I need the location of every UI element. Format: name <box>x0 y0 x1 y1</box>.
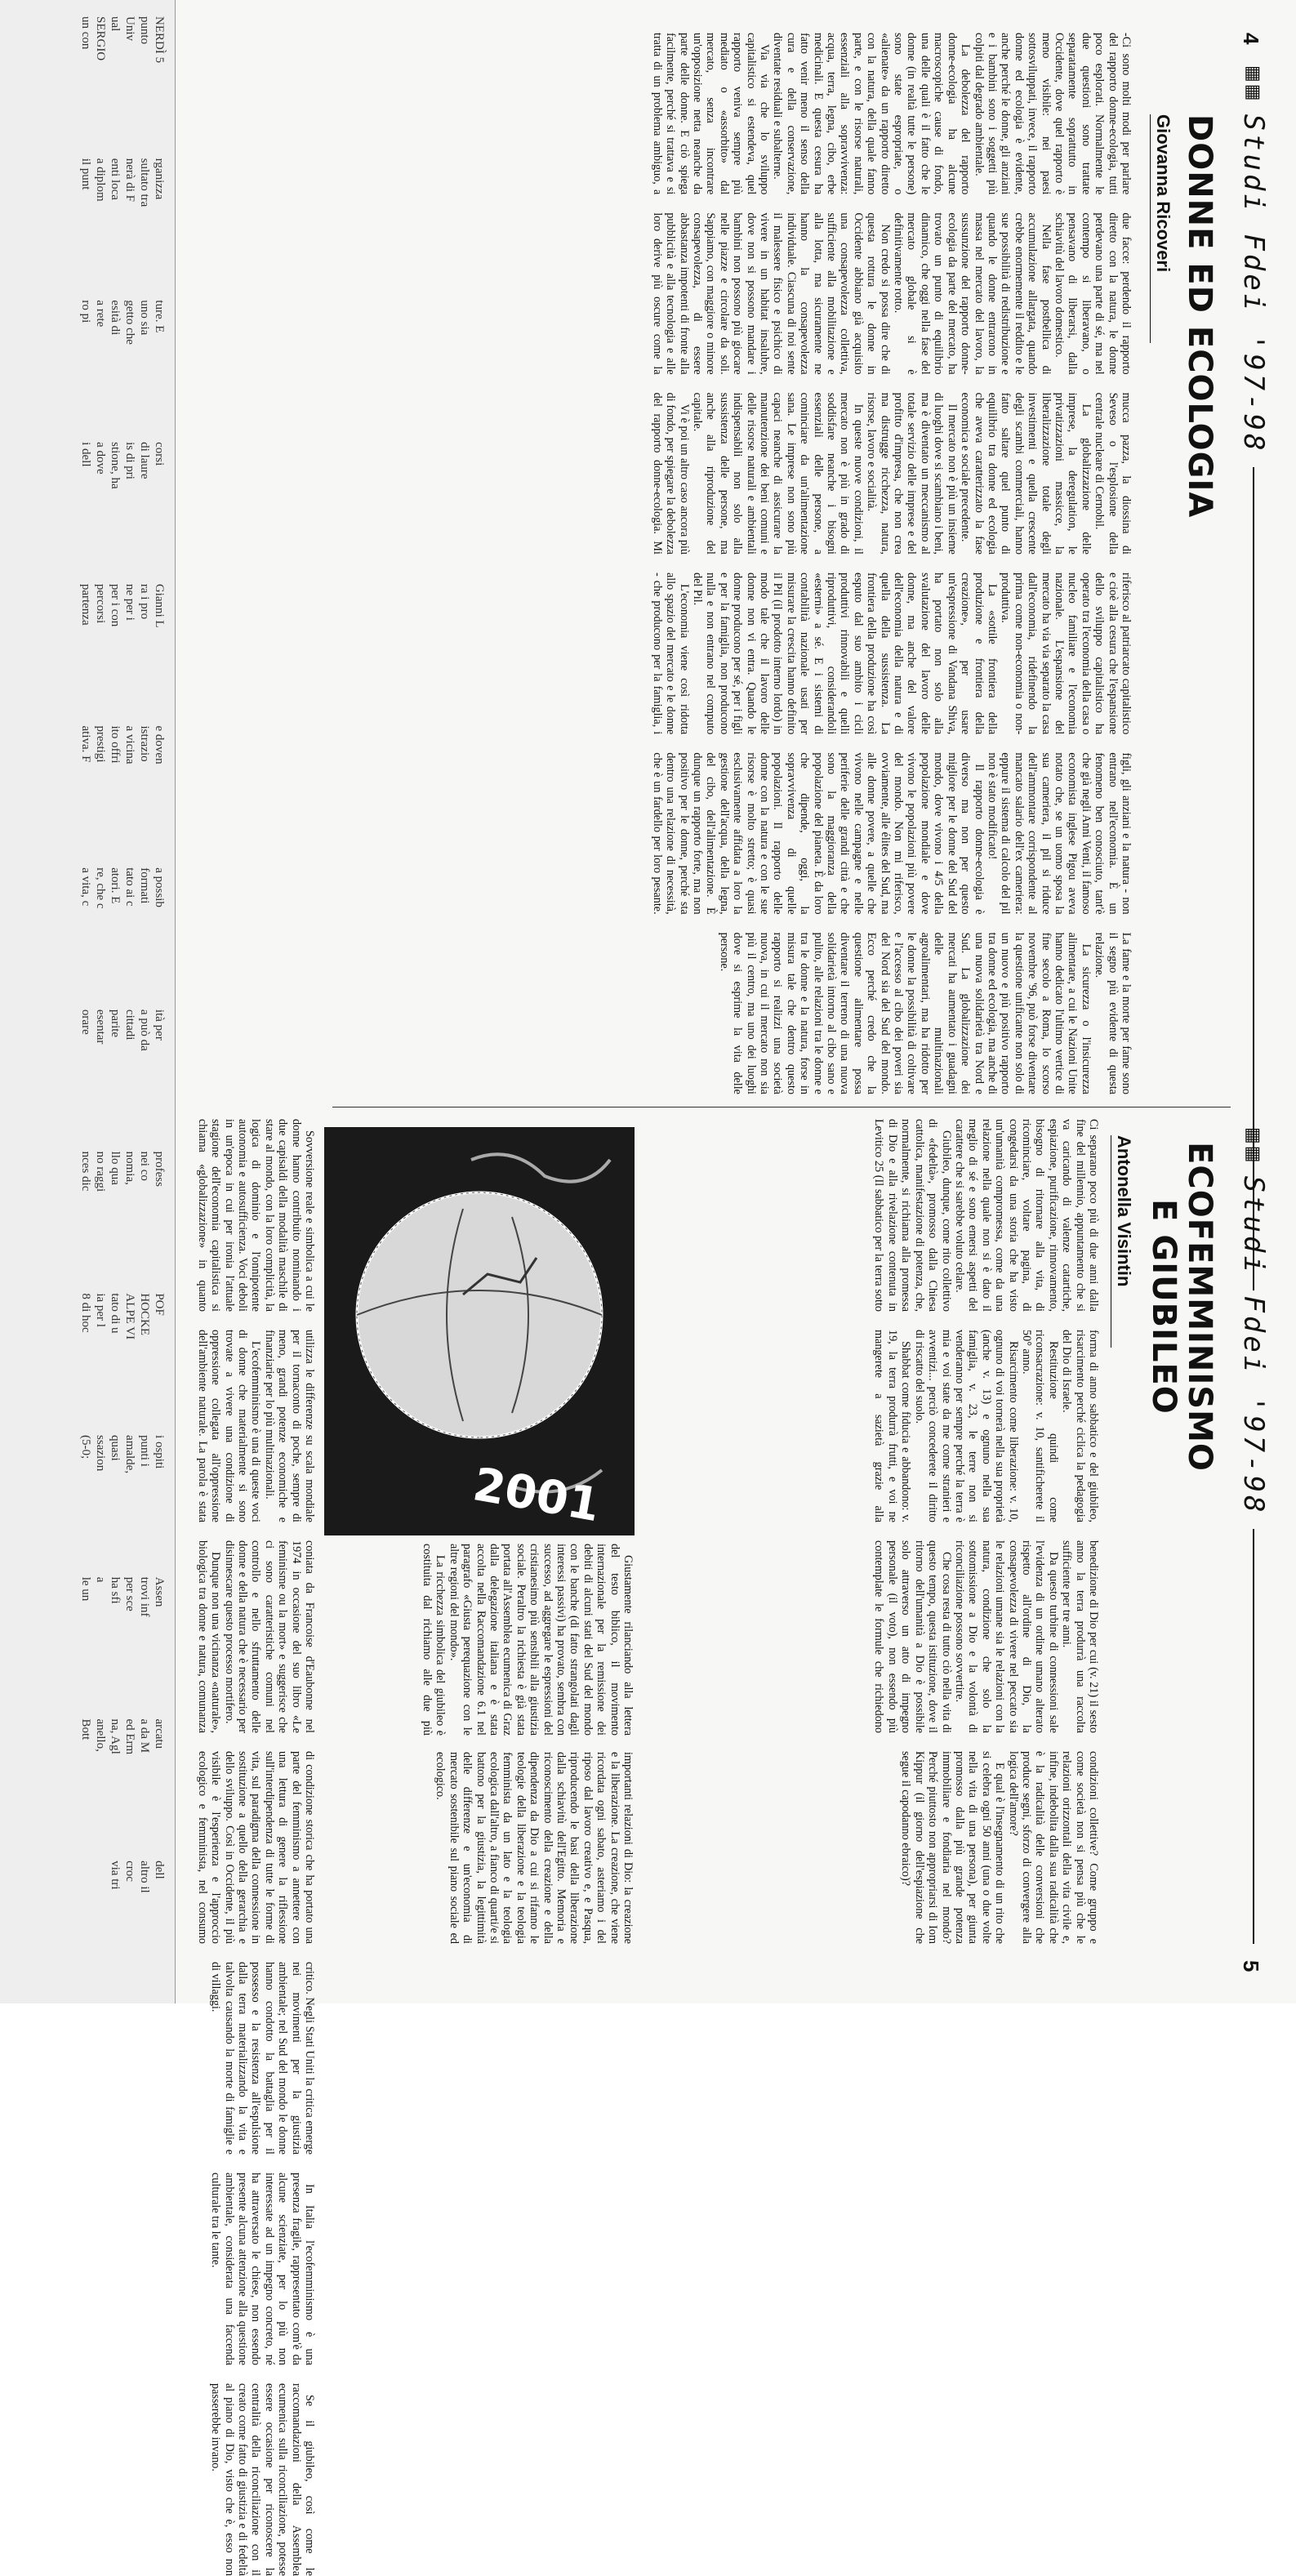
adjacent-page-fragment: croc <box>123 1861 136 1882</box>
adjacent-page-fragment: atori. E <box>109 867 122 904</box>
adjacent-page-fragment: (5-0; <box>79 1435 92 1460</box>
adjacent-page-fragment: partenza <box>79 583 92 626</box>
journal-logo-icon-right: ▦▦ <box>1243 1127 1264 1165</box>
adjacent-page-fragment: getto che <box>123 300 136 345</box>
adjacent-page-fragment: ALPE VI <box>123 1293 136 1340</box>
adjacent-page-fragment: Gianni L <box>153 583 166 628</box>
adjacent-page-fragment: le un <box>79 1576 92 1602</box>
article2-title-line2: E GIUBILEO <box>1145 1199 1182 1415</box>
adjacent-page-fragment: nei co <box>138 1151 151 1181</box>
adjacent-page-fragment: profess <box>153 1151 166 1187</box>
adjacent-page-fragment: un con <box>79 16 92 50</box>
paragraph: Giustamente rilanciando alla lettera del testo biblico, il movimento internazionale per la remissione dei debiti di alcuni stati del Sud del mondo con le banche (di fatto strangolati dagli interessi passivi) ha provato, sembra con successo, ad aggregare le espressioni del cristianesimo più sensibili alla giustizia sociale. Peraltro la richiesta è già stata portata all'Assemblea ecumenica di Graz dalla delegazione italiana e è stata accolta nella Raccomandazione 6.1 nel paragrafo «Giusta perequazione con le altre regioni del mondo». <box>447 1544 635 1736</box>
adjacent-page-fragment: ra i pro <box>138 583 151 620</box>
adjacent-page-fragment: a può da <box>138 1009 151 1051</box>
paragraph: Il rapporto donne-ecologia è diverso ma non per questo migliore per le donne del Sud del mondo, dove vivono i 4/5 della popolazione mondiale e dove vivono le popolazioni più povere del mondo. Non mi riferisco, ovviamente, alle élites del Sud, ma alle donne povere, a quelle che vivono nelle campagne e nelle periferie delle grandi città e che sono la maggioranza della popolazione del pianeta. È da loro che dipende, oggi, la sopravvivenza di quelle popolazioni. Il rapporto delle donne con la natura e con le sue risorse è molto stretto; è quasi esclusivamente affidata a loro la gestione dell'acqua, della legna, del cibo, dell'alimentazione. È dunque un rapporto forte, ma non positivo per le donne, perché sta dentro una relazione di necessità, che è un fardello per loro pesante. La fame e la morte per fame sono il segno più evidente di questa relazione. <box>650 752 1133 1094</box>
adjacent-page-fragments <box>78 16 167 1993</box>
adjacent-page-fragment: trovi inf <box>138 1576 151 1617</box>
adjacent-page-fragment: per sce <box>123 1576 136 1611</box>
adjacent-page-fragment: parite <box>109 1009 122 1038</box>
paragraph: -Ci sono molti modi per parlare del rapporto donne-ecologia, tutti poco esplorati. Normalmente le due questioni sono trattate separatamente soprattutto in Occidente, dove quel rapporto è meno visibile: nei paesi sottosviluppati, invece, il rapporto donne ed ecologia è evidente, anche perché le donne, gli anziani e i bambini sono i soggetti più colpiti dal degrado ambientale. <box>972 33 1133 195</box>
adjacent-page-fragment: Assen <box>153 1576 166 1607</box>
adjacent-page-fragment: istrazio <box>138 725 151 762</box>
paragraph: Non credo si possa dire che di questa rottura le donne in Occidente abbiano già acquisito una consapevolezza collettiva, sufficiente alla mobilitazione e alla lotta, ma sicuramente ne hanno la consapevolezza individuale. Ciascuna di noi sente il malessere fisico e psichico di vivere in un habitat insalubre, dove non si possono mandare i bambini non possono più giocare nelle piazze e circolare da soli. Sappiamo, con maggiore o minore consapevolezza, di essere abbastanza impotenti di fronte alla pubblicità e alla tecnologia e alle loro derive più oscure come la mucca pazza, la diossina di Seveso o l'esplosione della centrale nucleare di Cernobil. <box>650 212 1133 555</box>
adjacent-page-fragment: no raggi <box>94 1151 107 1192</box>
paragraph: L'economia viene così ridotta allo spazio del mercato e le donne - che producono per la famiglia, i figli, gli anziani e la natura - non entrano nell'economia. È un fenomeno ben conosciuto, tant'è che già negli Anni Venti, il famoso economista inglese Pigou aveva notato che, se un uomo sposa la sua cameriera, il pil si riduce dell'ammontare corrispondente al mancato salario dell'ex cameriera: eppure il sistema di calcolo del pil non è stato modificato! <box>650 572 1133 915</box>
adjacent-page-fragment: a vicina <box>123 725 136 764</box>
article1-author: Giovanna Ricoveri <box>1153 114 1174 273</box>
article1-body <box>332 33 1133 1094</box>
adjacent-page-fragment: i ospiti <box>153 1435 166 1469</box>
paragraph: In queste nuove condizioni, il mercato non è più in grado di soddisfare neanche i bisogni essenziali delle persone, a cominciare da un'alimentazione sana. Le imprese non sono più capaci neanche di assicurare la manutenzione dei beni comuni e delle risorse naturali e ambientali indispensabili non solo alla sussistenza delle persone, ma anche alla riproduzione del capitale. <box>691 392 865 555</box>
adjacent-page-fragment: uno sia <box>138 300 151 336</box>
adjacent-page-fragment: amalde, <box>123 1435 136 1474</box>
adjacent-page-fragment: ne per i <box>123 583 136 621</box>
paragraph: Risarcimento come liberazione: v. 10, ognuno di voi tornerà nella sua proprietà (anche v. 13) e ognuno nella sua famiglia, v. 23, le terre non si venderanno per sempre perché la terra è mia e voi state da me come stranieri e avventizi... perciò concederete il diritto di riscatto del suolo. <box>912 1330 1020 1522</box>
running-head-right <box>1239 1127 1268 1944</box>
adjacent-page-fragment: rganizza <box>153 158 166 200</box>
adjacent-page-fragment: per i con <box>109 583 122 627</box>
adjacent-page-fragment: nces dic <box>79 1151 92 1192</box>
page-number-left: 4 <box>1239 33 1263 45</box>
adjacent-page-fragment: il punt <box>79 158 92 190</box>
adjacent-page-fragment: ture. E <box>153 300 166 333</box>
paragraph: La debolezza del rapporto donne-ecologia ha alcune macroscopiche cause di fondo, una delle quali è il fatto che le donne (in realtà tutte le persone) sono state espropriate, o «alienate» da un rapporto diretto con la natura, della quale fanno parte, e con le risorse naturali, essenziali alla sopravvivenza: acqua, terra, legna, cibo, erbe medicinali. E questa cesura ha fatto venir meno il senso della cura e della conservazione, diventate residuali e subalterne. <box>771 33 973 195</box>
adjacent-page-fragment: a dove <box>94 442 107 475</box>
adjacent-page-fragment: nerà di F <box>123 158 136 203</box>
paragraph: Ci separano poco più di due anni dalla fine del millennio, appuntamento che si va caricando di valenze catartiche, espiazione, purificazione, rinnovamento, bisogno di ritornare alla vita, di ricominciare, voltare pagina, di congedarsi da una storia che ha visto un'umanità compromessa, come da una relazione nella quale non si è dato il meglio di sé e sono emersi aspetti del carattere che si sarebbe voluto celare. <box>952 1119 1100 1312</box>
adjacent-page-fragment: is di pri <box>123 442 136 479</box>
adjacent-page-fragment: re, che c <box>94 867 107 909</box>
adjacent-page-fragment: 8 di hoc <box>79 1293 92 1333</box>
adjacent-page-fragment: a diplom <box>94 158 107 202</box>
adjacent-page-strip <box>0 0 176 2003</box>
adjacent-page-fragment: i dell <box>79 442 92 467</box>
adjacent-page-fragment: percorsi <box>94 583 107 624</box>
paragraph: In Italia l'ecofemminismo è una presenza fragile, rappresentato com'è da alcune scienziate, per lo più non interessate ad un impegno concreto, né ha attraversato le chiese, non essendo presente alcuna attenzione alla questione ambientale, considerata una faccenda culturale tra le tante. <box>209 2173 316 2365</box>
adjacent-page-fragment: e doven <box>153 725 166 764</box>
adjacent-page-fragment: POF <box>153 1293 166 1316</box>
paragraph: Da questo turbine di connessioni sale l'evidenza di un ordine umano alterato rispetto all'ordine di Dio, la consapevolezza di vivere nel peccato sia le relazioni umane sia le relazioni con la natura, condizione che solo la sottomissione a Dio e la volontà di riconciliazione possono sovvertire. <box>952 1540 1060 1733</box>
paragraph: Che cosa resta di tutto ciò nella vita di questo tempo, questa istituzione, dove il ritorno dell'umanità a Dio è possibile solo attraverso un atto di impegno personale (il voto), non essendo più contemplate le formule che richiedono condizioni collettive? Come gruppo e come società non si pensa più che le relazioni orizzontali della vita civile e, infine, indebolita dalla sua radicalità che è la radicalità delle conversioni che produce segni, sforzo di convergere alla logica dell'amore? <box>872 1540 1100 1944</box>
header-rule-right <box>1253 1529 1254 1944</box>
paragraph: Giubileo, dunque, come rito collettivo di «fedeltà», promosso dalla Chiesa cattolica, manifestazione di potenza, che, normalmente, si richiama alla promessa di Dio e alla rivelazione contenuta in Levitico 25 (Il sabbatico per la terra sotto forma di anno sabbatico e del giubileo, risarcimento perché ciclica la pedagogia del Dio di Israele. <box>872 1119 1100 1522</box>
paragraph: La globalizzazione delle imprese, la deregulation, le privatizzazioni massicce, la liberalizzazione totale degli investimenti e quella crescente degli scambi commerciali, hanno fatto saltare quel punto di equilibrio tra donne ed ecologia che aveva caratterizzato la fase economica e sociale precedente. <box>959 392 1093 555</box>
adjacent-page-fragment: a da M <box>138 1718 151 1754</box>
adjacent-page-fragment: esità di <box>109 300 122 336</box>
globe-illustration <box>324 1127 635 1535</box>
article2-body-right <box>185 1119 316 2576</box>
paragraph: La sicurezza o l'insicurezza alimentare, a cui le Nazioni Unite hanno dedicato l'ultimo vertice di fine secolo a Roma, lo scorso novembre '96, può forse diventare la questione unificante non solo di un nuovo e più positivo rapporto tra donne ed ecologia, ma anche di una nuova solidarietà tra Nord e Sud. La globalizzazione dei mercati ha aumentato i guadagni delle multinazionali agroalimentari, ma ha ridotto per le donne la possibilità di coltivare e l'accesso al cibo dei poveri sia del Nord sia del Sud del mondo. Ecco perché credo che la questione alimentare possa diventare il terreno di una nuova solidarietà intorno al cibo sano e pulito, alle relazioni tra le donne e tra le donne e la natura, forse in misura tale che dentro questo rapporto si realizzi una società nuova, in cui il mercato non sia più il centro, ma uno dei luoghi dove si esprime la vita delle persone. <box>717 932 1093 1094</box>
paragraph: Sovversione reale e simbolica a cui le donne hanno contribuito nominando i due capisaldi della modalità maschile di stare al mondo, con la loro complicità, la logica di dominio e l'onnipotente autonomia e autosufficienza. Voci deboli in un'epoca in cui per ironia l'attuale stagione dell'economia capitalistica si chiama «globalizzazione» in quanto utilizza le differenze su scala mondiale per il tornaconto di poche, sempre di meno, grandi potenze economiche e finanziarie per lo più multinazionali. <box>195 1119 316 1522</box>
paragraph: Dunque non una vicinanza «naturale», biologica tra donne e natura, comunanza di condizione storica che ha portato una parte del femminismo a annettere con una lettura di genere la riflessione sull'interdipendenza di tutte le forme di vita, sul paradigma della connessione in sostituzione a quello della gerarchia e dello sviluppo. Così in Occidente, il più visibile è l'esperienza e l'approccio ecologico e femminista, nel consumo critico. Negli Stati Uniti la critica emerge nei movimenti per la giustizia ambientale; nel Sud del mondo le donne hanno condotto la battaglia per il possesso e la resistenza all'espulsione dalla terra materializzando la vita e talvolta causando la morte di famiglie e di villaggi. <box>195 1540 316 2155</box>
adjacent-page-fragment: a vita, c <box>79 867 92 907</box>
page-number-right: 5 <box>1239 1960 1263 1972</box>
adjacent-page-fragment: ssazion <box>94 1435 107 1472</box>
adjacent-page-fragment: via tri <box>109 1861 122 1890</box>
paragraph: Shabbat come fiducia e abbandono: v. 19, la terra produrrà frutti, e voi ne mangerete a sazietà grazie alla benedizione di Dio per cui (v. 21) il sesto anno la terra produrrà una raccolta sufficiente per tre anni. <box>872 1330 1100 1733</box>
adjacent-page-fragment: corsi <box>153 442 166 466</box>
paragraph: Vi è poi un altro caso ancora più di fondo, per spiegare la debolezza del rapporto donne-ecologia. Mi riferisco al patriarcato capitalistico e cioè alla cesura che l'espansione dello sviluppo capitalistico ha operato tra l'economia della casa o nucleo familiare e l'economia nazionale. L'espansione del mercato ha via via separato la casa dall'economia, ridefinendo la prima come non-economia o non-produttiva. <box>650 392 1133 735</box>
paragraph: E qual è l'insegnamento di un rito che si celebra ogni 50 anni (una o due volte nella vita di una persona), per giunta promosso dalla più grande potenza immobiliare e fondiaria nel mondo? Perché piuttosto non appropriarsi di Iom Kippur (il giorno dell'espiazione che segue il capodanno ebraico)? <box>899 1751 1007 1944</box>
adjacent-page-fragment: enti loca <box>109 158 122 200</box>
adjacent-page-fragment: HOCKE <box>138 1293 151 1335</box>
adjacent-page-fragment: anello, <box>94 1718 107 1752</box>
illustration-caption: 2001 <box>469 1458 604 1533</box>
journal-logo-icon: ▦▦ <box>1243 65 1264 103</box>
adjacent-page-fragment: orare <box>79 1009 92 1035</box>
adjacent-page-fragment: punto <box>138 16 151 45</box>
adjacent-page-fragment: cittadi <box>123 1009 136 1041</box>
adjacent-page-fragment: na, Agl <box>109 1718 122 1754</box>
paragraph: Nella fase postbellica di accumulazione allargata, quando crebbe enormemente il reddito e le sue possibilità di redistribuzione e quando le donne entrarono in massa nel mercato del lavoro, la sussunzione del rapporto donne-ecologia da parte del mercato, ha trovato un punto di equilibrio dinamico, che oggi nella fase del mercato globale si è definitivamente rotto. <box>892 212 1053 375</box>
adjacent-page-fragment: ual <box>109 16 122 32</box>
paragraph: Restituzione quindi come riconsacrazione: v. 10, santificherete il 50° anno. <box>1019 1330 1060 1522</box>
author-underline <box>1150 114 1151 343</box>
paragraph: La «sottile frontiera della produzione e frontiera della creazione», per usare un'espressione di Vandana Shiva, ha portato non solo alla svalutazione del lavoro delle donne, ma anche del valore dell'economia della natura e di quella della sussistenza. La frontiera della produzione ha così esputo dal suo ambito i cicli produttivi rinnovabili e quelli riproduttivi, considerandoli «esterni» a sé. E i sistemi di contabilità nazionale usati per misurare la crescita hanno definito il Pil (il prodotto interno lordo) in modo tale che il lavoro delle donne non vi entra. Quando le donne producono per sé, per i figli e per la famiglia, non producono nulla e non entrano nel computo del Pil. <box>691 572 999 735</box>
column-divider <box>332 1107 1231 1108</box>
adjacent-page-fragment: esentar <box>94 1009 107 1045</box>
paragraph: Il mercato non è più un insieme di luoghi dove si scambiano i beni, ma è diventato un meccanismo al totale servizio delle imprese e del profitto d'impresa, che non crea ma distrugge ricchezza, natura, risorse, lavoro e socialità. <box>865 392 959 555</box>
adjacent-page-fragment: Bott <box>79 1718 92 1740</box>
adjacent-page-fragment: formati <box>138 867 151 904</box>
adjacent-page-fragment: dell <box>153 1861 166 1879</box>
paragraph: L'ecofemminismo è una di queste voci di donne che materialmente si sono trovate a vivere una condizione di oppressione collegata all'oppressione dell'ambiente naturale. La parola è stata coniata da Francoise d'Eaubonne nel 1974 in occasione del suo libro «Le feminisme ou la mort» e suggerisce che ci sono caratteristiche comuni nel controllo e nello sfruttamento delle donne e della natura che è necessario per disinnescare questo processo mortifero. <box>195 1330 316 1733</box>
adjacent-page-fragment: tato ai c <box>123 867 136 907</box>
article2-body <box>643 1119 1100 1944</box>
adjacent-page-fragment: a rete <box>94 300 107 328</box>
adjacent-page-fragment: punti i <box>138 1435 151 1467</box>
article2-title <box>1146 1135 1218 1478</box>
adjacent-page-fragment: Univ <box>123 16 136 41</box>
running-head-left <box>1239 65 1268 1290</box>
paragraph: Se il giubileo, così come le raccomandazioni della Assemblea ecumenica sulla riconciliazione, potesse essere occasione per riconoscere la centralità della riconciliazione con il creato come fatto di giustizia e di fedeltà al piano di Dio, visto che è, esso non passerebbe invano. <box>209 2383 316 2576</box>
article2-title-line1: ECOFEMMINISMO <box>1181 1142 1218 1472</box>
adjacent-page-fragment: tato di u <box>109 1293 122 1334</box>
article2-author: Antonella Visintin <box>1114 1135 1134 1287</box>
adjacent-page-fragment: llo qua <box>109 1151 122 1185</box>
article1-title: DONNE ED ECOLOGIA <box>1181 114 1218 519</box>
adjacent-page-fragment: ativa. F <box>79 725 92 763</box>
running-head-left-text: Studi Fdei '97-98 <box>1237 114 1270 454</box>
adjacent-page-fragment: ha sfi <box>109 1576 122 1604</box>
running-head-right-text: Studi Fdei '97-98 <box>1237 1175 1270 1516</box>
adjacent-page-fragment: altro il <box>138 1861 151 1893</box>
adjacent-page-fragment: ito offri <box>109 725 122 764</box>
paragraph: La ricchezza simbolica del giubileo è costituita dal richiamo alle due più importanti relazioni di Dio: la creazione e la liberazione. La creazione, che viene ricordata ogni sabato, asteriamo i del riposo dal lavoro creativo e, e Pasqua, riproducendo le basi della liberazione dalla schiavitù dell'Egitto. Memoria e riconoscimento della creazione e della dipendenza da Dio a cui si rifanno le teologie della liberazione e la teologia femminista da un lato e la teologia ecologica dall'altro, a fianco di quarti/e si battono per la giustizia, la legittimità delle differenze e un'economia di mercato sostenibile sul piano sociale ed ecologico. <box>420 1544 635 1944</box>
adjacent-page-fragment: a possib <box>153 867 166 907</box>
adjacent-page-fragment: SERGIO <box>94 16 107 61</box>
adjacent-page-fragment: stione, ha <box>109 442 122 489</box>
adjacent-page-fragment: ro pi <box>79 300 92 323</box>
adjacent-page-fragment: ia per l <box>94 1293 107 1327</box>
paragraph: Via via che lo sviluppo capitalistico si estendeva, quel rapporto veniva sempre più mediato o «assorbito» dal mercato, senza incontrare un'opposizione netta neanche da parte delle donne. E ciò spiega facilmente, perché si trattava e si tratta di un problema ambiguo, a due facce: perdendo il rapporto diretto con la natura, le donne perdevano una parte di sé, ma nel contempo si liberavano, o pensavano di liberarsi, dalla schiavitù del lavoro domestico. <box>650 33 1133 375</box>
article2-body-continued <box>324 1544 635 1944</box>
adjacent-page-fragment: a <box>94 1576 107 1583</box>
adjacent-page-fragment: nomia, <box>123 1151 136 1185</box>
adjacent-page-fragment: ed Erm <box>123 1718 136 1755</box>
adjacent-page-fragment: ità per <box>153 1009 166 1041</box>
adjacent-page-fragment: sultato tra <box>138 158 151 207</box>
adjacent-page-fragment: di laure <box>138 442 151 479</box>
adjacent-page-fragment: quasi <box>109 1435 122 1461</box>
adjacent-page-fragment: NERDÌ 5 <box>153 16 166 64</box>
adjacent-page-fragment: prestigi <box>94 725 107 763</box>
adjacent-page-fragment: arcatu <box>153 1718 166 1749</box>
